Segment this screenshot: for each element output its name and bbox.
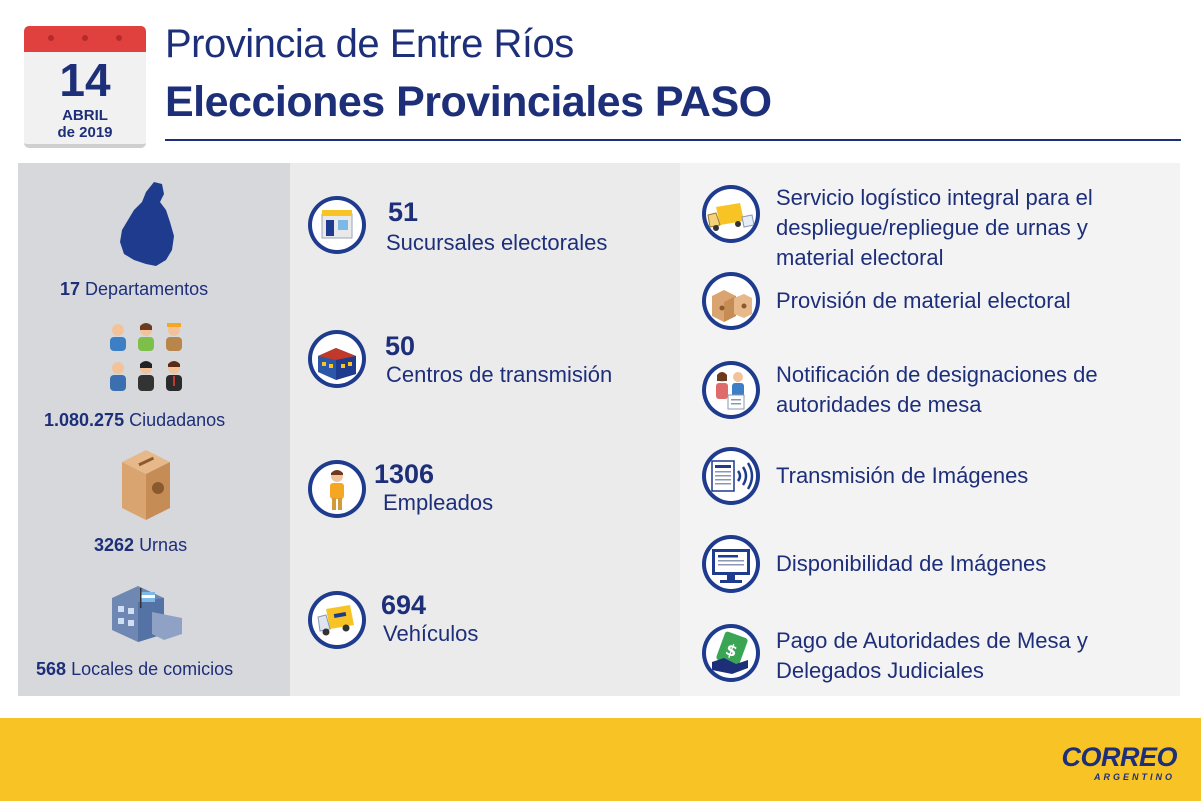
service-payment-line2: Delegados Judiciales bbox=[776, 658, 984, 683]
citizens-icon bbox=[104, 322, 188, 396]
service-payment bbox=[776, 626, 1176, 686]
monitor-icon bbox=[702, 535, 760, 593]
departments-label: Departamentos bbox=[85, 279, 209, 299]
service-notification-line2: autoridades de mesa bbox=[776, 392, 982, 417]
employee-icon bbox=[308, 460, 366, 518]
calendar-day: 14 bbox=[59, 54, 111, 106]
image-transmission-icon bbox=[702, 447, 760, 505]
service-payment-line1: Pago de Autoridades de Mesa y bbox=[776, 628, 1088, 653]
service-notification-line1: Notificación de designaciones de bbox=[776, 362, 1098, 387]
voting-places-stat bbox=[36, 659, 233, 680]
transmission-centers-label: Centros de transmisión bbox=[386, 362, 613, 387]
calendar-icon bbox=[24, 26, 146, 148]
ballot-boxes-label: Urnas bbox=[139, 535, 188, 555]
calendar-month: ABRIL bbox=[62, 107, 108, 124]
voting-places-value: 568 bbox=[36, 659, 67, 679]
ballot-boxes-stat bbox=[94, 535, 187, 556]
school-building-icon bbox=[108, 578, 186, 644]
post-office-icon bbox=[308, 196, 366, 254]
page-subtitle: Elecciones Provinciales PASO bbox=[165, 78, 772, 126]
citizens-label: Ciudadanos bbox=[129, 410, 226, 430]
ballot-boxes-value: 3262 bbox=[94, 535, 135, 555]
ballot-box-icon bbox=[118, 446, 174, 522]
title-divider bbox=[165, 139, 1181, 141]
vehicles-value: 694 bbox=[381, 590, 427, 620]
citizens-stat bbox=[44, 410, 225, 431]
employees-value: 1306 bbox=[374, 459, 435, 489]
boxes-icon bbox=[702, 272, 760, 330]
calendar-body bbox=[24, 52, 146, 148]
service-notification bbox=[776, 360, 1176, 420]
svg-text:$: $ bbox=[723, 639, 740, 662]
service-logistics bbox=[776, 183, 1176, 273]
correo-argentino-logo bbox=[1052, 742, 1177, 782]
transmission-centers-value: 50 bbox=[385, 331, 416, 361]
transmission-center-icon bbox=[308, 330, 366, 388]
truck-icon bbox=[308, 591, 366, 649]
service-provision-line1: Provisión de material electoral bbox=[776, 288, 1071, 313]
service-availability-line1: Disponibilidad de Imágenes bbox=[776, 551, 1047, 576]
vehicles-label: Vehículos bbox=[383, 621, 479, 646]
service-logistics-line2: despliegue/repliegue de urnas y bbox=[776, 215, 1088, 240]
citizens-value: 1.080.275 bbox=[44, 410, 125, 430]
voting-places-label: Locales de comicios bbox=[71, 659, 234, 679]
page-title: Provincia de Entre Ríos bbox=[165, 22, 574, 66]
branches-value: 51 bbox=[388, 197, 419, 227]
logo-main-text: CORREO bbox=[1061, 742, 1177, 772]
notification-people-icon bbox=[702, 361, 760, 419]
province-map-icon bbox=[116, 180, 182, 268]
footer-band bbox=[0, 718, 1201, 801]
payment-icon bbox=[702, 624, 760, 682]
service-transmission bbox=[776, 461, 1176, 491]
calendar-header bbox=[24, 26, 146, 52]
calendar-year: de 2019 bbox=[57, 124, 113, 141]
branches-label: Sucursales electorales bbox=[386, 230, 608, 255]
logistics-truck-icon bbox=[702, 185, 760, 243]
logo-sub-text: ARGENTINO bbox=[1094, 772, 1175, 782]
employees-label: Empleados bbox=[383, 490, 494, 515]
service-provision bbox=[776, 286, 1176, 316]
departments-stat bbox=[60, 279, 208, 300]
departments-value: 17 bbox=[60, 279, 81, 299]
service-logistics-line1: Servicio logístico integral para el bbox=[776, 185, 1093, 210]
service-availability bbox=[776, 549, 1176, 579]
service-transmission-line1: Transmisión de Imágenes bbox=[776, 463, 1029, 488]
service-logistics-line3: material electoral bbox=[776, 245, 944, 270]
